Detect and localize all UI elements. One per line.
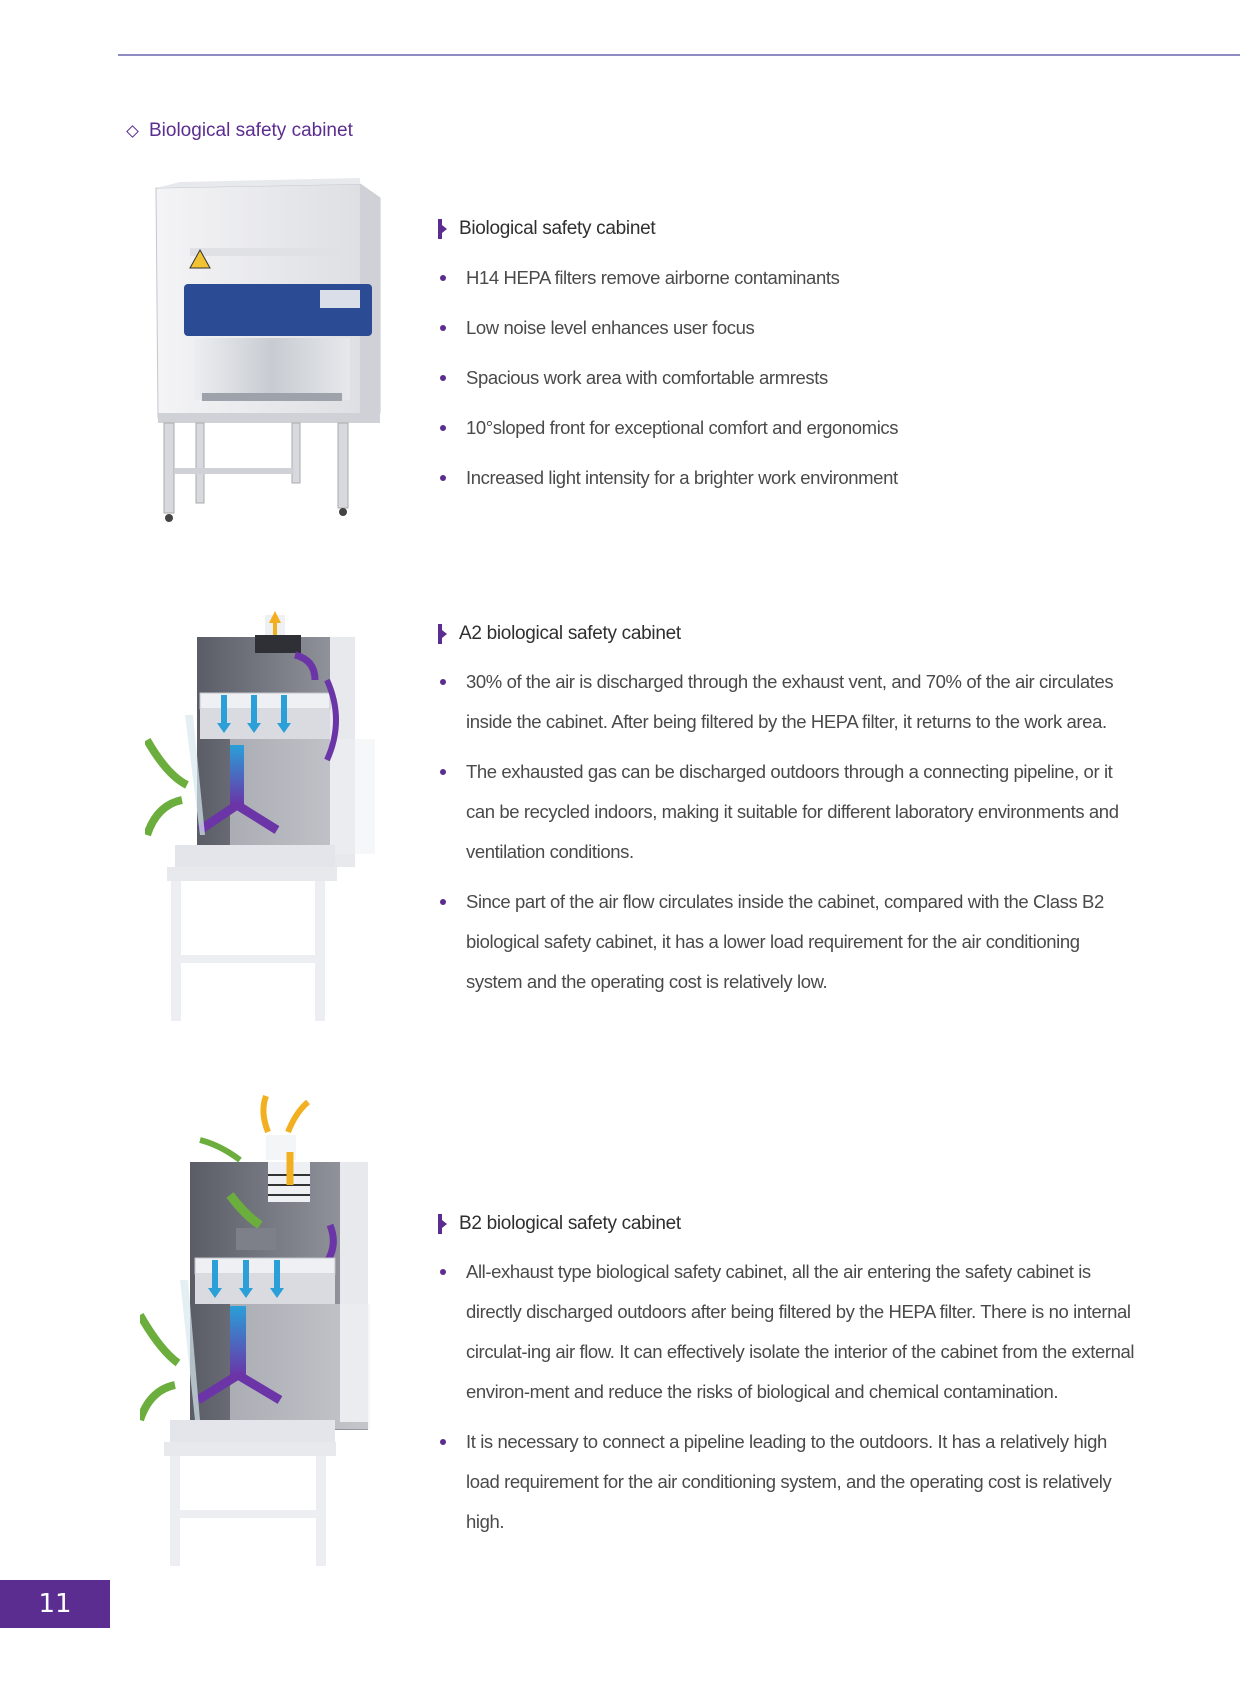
cabinet-product-image <box>150 178 390 538</box>
list-item: The exhausted gas can be discharged outdoors through a connecting pipeline, or it can be recycled indoors, making it suitable for different laboratory environments and ventilation conditions. <box>438 752 1138 872</box>
list-item: Spacious work area with comfortable armrests <box>438 358 1138 398</box>
title-marker-icon <box>438 1214 442 1234</box>
list-item: Low noise level enhances user focus <box>438 308 1138 348</box>
title-marker-icon <box>438 219 442 239</box>
block-title <box>438 623 1138 645</box>
list-item: Increased light intensity for a brighter work environment <box>438 458 1138 498</box>
top-rule <box>118 54 1240 56</box>
block-title-text: Biological safety cabinet <box>459 218 656 239</box>
title-marker-icon <box>438 624 442 644</box>
page-number: 11 <box>0 1580 110 1628</box>
section-heading <box>128 120 353 142</box>
block-cabinet <box>438 218 1138 508</box>
list-item: 30% of the air is discharged through the exhaust vent, and 70% of the air circulates inside the cabinet. After being filtered by the HEPA filter, it returns to the work area. <box>438 662 1138 742</box>
block-title-text: B2 biological safety cabinet <box>459 1213 681 1234</box>
list-item: All-exhaust type biological safety cabinet, all the air entering the safety cabinet is directly discharged outdoors after being filtered by the HEPA filter. There is no internal circulat-ing air flow. It can effectively isolate the interior of the cabinet from the external environ-ment and reduce the risks of biological and chemical contamination. <box>438 1252 1138 1412</box>
block-title <box>438 1213 1138 1235</box>
list-item: H14 HEPA filters remove airborne contaminants <box>438 258 1138 298</box>
list-item: Since part of the air flow circulates inside the cabinet, compared with the Class B2 biological safety cabinet, it has a lower load requirement for the air conditioning system and the operating cost is relatively low. <box>438 882 1138 1002</box>
block-a2 <box>438 623 1138 1012</box>
section-title: Biological safety cabinet <box>149 120 353 141</box>
block-b2 <box>438 1213 1138 1552</box>
b2-airflow-diagram <box>140 1090 380 1570</box>
list-item: 10°sloped front for exceptional comfort and ergonomics <box>438 408 1138 448</box>
feature-list <box>438 1252 1138 1542</box>
a2-airflow-diagram <box>145 605 375 1025</box>
feature-list <box>438 662 1138 1002</box>
block-title <box>438 218 1138 240</box>
diamond-icon <box>126 125 139 138</box>
feature-list <box>438 258 1138 498</box>
block-title-text: A2 biological safety cabinet <box>459 623 681 644</box>
list-item: It is necessary to connect a pipeline leading to the outdoors. It has a relatively high load requirement for the air conditioning system, and the operating cost is relatively high. <box>438 1422 1138 1542</box>
